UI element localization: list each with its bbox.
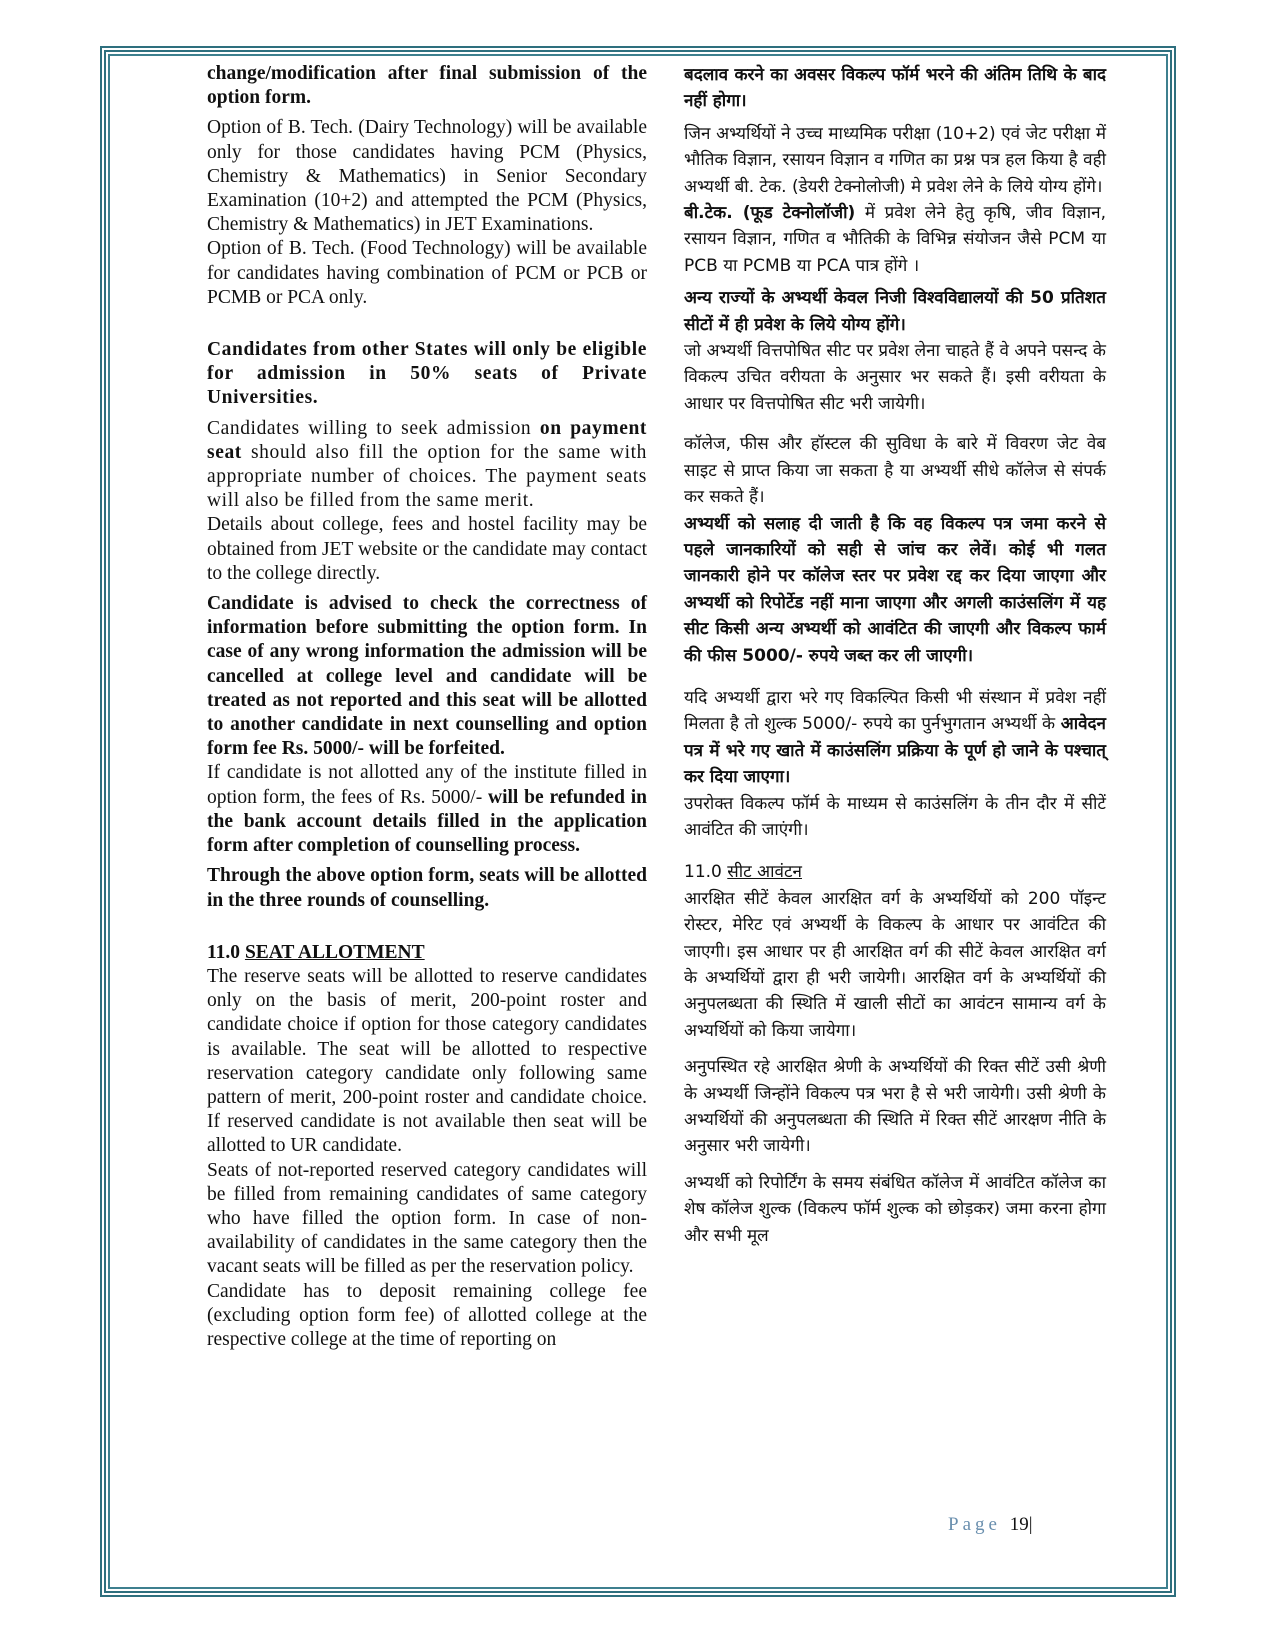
en-reserve-seats-para: The reserve seats will be allotted to reserve candidates only on the basis of merit, 200-point roster and candidate choice if option for those category candidates is available. The seat will be allotted to respective reservation category candidate only following same pattern of merit, 200-point roster and candidate choice. If reserved candidate is not available then seat will be allotted to UR candidate. xyxy=(207,965,647,1157)
hi-refund-bold: आवेदन पत्र में भरे गए खाते में काउंसलिंग प्रक्रिया के पूर्ण हो जाने के पश्चात् कर दिया जाएगा। xyxy=(684,714,1106,788)
en-payment-seat-para xyxy=(207,417,647,514)
en-dairy-tech-option: Option of B. Tech. (Dairy Technology) will be available only for those candidates having PCM (Physics, Chemistry & Mathematics) in Senior Secondary Examination (10+2) and attempted the PCM (Physics, Chemistry & Mathematics) in JET Examinations. xyxy=(207,117,647,236)
hi-deposit-fee-para: अभ्यर्थी को रिपोर्टिंग के समय संबंधित कॉलेज में आवंटित कॉलेज का शेष कॉलेज शुल्क (विकल्प फॉर्म शुल्क को छोड़कर) जमा करना होगा और सभी मूल xyxy=(684,1172,1106,1246)
en-correctness-warning: Candidate is advised to check the correctness of information before submitting the option form. In case of any wrong information the admission will be cancelled at college level and candidate will be treated as not reported and this seat will be allotted to another candidate in next counselling and option form fee Rs. 5000/- will be forfeited. xyxy=(207,593,647,760)
hi-section-heading xyxy=(684,859,1106,885)
en-option-change-note: change/modification after final submission of the option form. xyxy=(207,63,647,109)
en-payment-seat-bold: on payment seat xyxy=(207,417,647,463)
en-refund-bold: will be refunded in the bank account details filled in the application form after completion of counselling process. xyxy=(207,786,647,857)
hi-refund-para xyxy=(684,685,1106,791)
en-section-title: SEAT ALLOTMENT xyxy=(244,941,425,963)
hi-option-change-note: बदलाव करने का अवसर विकल्प फॉर्म भरने की अंतिम तिथि के बाद नहीं होगा। xyxy=(684,65,1106,112)
en-payment-seat-lead: Candidates willing to seek admission xyxy=(207,417,540,439)
en-food-tech-option: Option of B. Tech. (Food Technology) will be available for candidates having combination of PCM or PCB or PCMB or PCA only. xyxy=(207,238,647,308)
hi-correctness-warning: अभ्यर्थी को सलाह दी जाती है कि वह विकल्प पत्र जमा करने से पहले जानकारियों को सही से जांच कर लेवें। कोई भी गलत जानकारी होने पर कॉलेज स्तर पर प्रवेश रद्द कर दिया जाएगा और अभ्यर्थी को रिपोर्टेड नहीं माना जाएगा और अगली काउंसलिंग में यह सीट किसी अन्य अभ्यर्थी को आवंटित की जाएगी और विकल्प फार्म की फीस 5000/- रुपये जब्त कर ली जाएगी। xyxy=(684,513,1106,666)
english-column xyxy=(207,62,647,1358)
hi-reserve-seats-para: आरक्षित सीटें केवल आरक्षित वर्ग के अभ्यर्थियों को 200 पॉइन्ट रोस्टर, मेरिट एवं अभ्यर्थी के विकल्प के आधार पर आवंटित की जाएगी। इस आधार पर ही आरक्षित वर्ग की सीटें केवल आरक्षित वर्ग के अभ्यर्थियों द्वारा ही भरी जायेगी। आरक्षित वर्ग के अभ्यर्थियों की अनुपलब्धता की स्थिति में खाली सीटों का आवंटन सामान्य वर्ग के अभ्यर्थियों को किया जायेगा। xyxy=(684,888,1106,1041)
hi-other-states-note: अन्य राज्यों के अभ्यर्थी केवल निजी विश्वविद्यालयों की 50 प्रतिशत सीटों में ही प्रवेश के लिये योग्य होंगे। xyxy=(684,288,1106,335)
en-payment-seat-rest: should also fill the option for the same with appropriate number of choices. The payment seats will also be filled from the same merit. xyxy=(207,441,647,512)
en-section-heading xyxy=(207,941,647,965)
en-three-rounds-note: Through the above option form, seats will be allotted in the three rounds of counselling. xyxy=(207,865,647,911)
hi-dairy-tech-option: जिन अभ्यर्थियों ने उच्च माध्यमिक परीक्षा (10+2) एवं जेट परीक्षा में भौतिक विज्ञान, रसायन विज्ञान व गणित का प्रश्न पत्र हल किया है वही अभ्यर्थी बी. टेक. (डेयरी टेक्नोलोजी) मे प्रवेश लेने के लिये योग्य होंगे। xyxy=(684,123,1106,197)
hi-food-tech-option xyxy=(684,200,1106,279)
page-label: Page xyxy=(948,1514,1001,1535)
hi-section-title: सीट आवंटन xyxy=(727,862,802,883)
hi-refund-lead: यदि अभ्यर्थी द्वारा भरे गए विकल्पित किसी भी संस्थान में प्रवेश नहीं मिलता है तो शुल्क 5000/- रुपये का पुर्नभुगतान अभ्यर्थी के xyxy=(684,687,1106,735)
en-refund-lead: If candidate is not allotted any of the institute filled in option form, the fees of Rs. 5000/- xyxy=(207,762,647,808)
page-number xyxy=(948,1514,1033,1536)
en-college-details: Details about college, fees and hostel facility may be obtained from JET website or the candidate may contact to the college directly. xyxy=(207,514,647,584)
en-section-number: 11.0 xyxy=(207,941,245,963)
hi-three-rounds-note: उपरोक्त विकल्प फॉर्म के माध्यम से काउंसलिंग के तीन दौर में सीटें आवंटित की जाएंगी। xyxy=(684,793,1106,840)
en-not-reported-para: Seats of not-reported reserved category candidates will be filled from remaining candidates of same category who have filled the option form. In case of non-availability of candidates in the same category then the vacant seats will be filled as per the reservation policy. xyxy=(207,1159,647,1278)
hi-not-reported-para: अनुपस्थित रहे आरक्षित श्रेणी के अभ्यर्थियों की रिक्त सीटें उसी श्रेणी के अभ्यर्थी जिन्होंने विकल्प पत्र भरा है से भरी जायेगी। उसी श्रेणी के अभ्यर्थियों की अनुपलब्धता की स्थिति में रिक्त सीटें आरक्षण नीति के अनुसार भरी जायेगी। xyxy=(684,1057,1106,1157)
hi-food-tech-rest: में प्रवेश लेने हेतु कृषि, जीव विज्ञान, रसायन विज्ञान, गणित व भौतिकी के विभिन्न संयोजन जैसे PCM या PCB या PCMB या PCA पात्र होंगे । xyxy=(684,203,1106,276)
hi-food-tech-bold: बी.टेक. (फूड टेक्नोलॉजी) xyxy=(684,203,856,224)
en-refund-para xyxy=(207,761,647,858)
hi-payment-seat-para: जो अभ्यर्थी वित्तपोषित सीट पर प्रवेश लेना चाहते हैं वे अपने पसन्द के विकल्प उचित वरीयता के अनुसार भर सकते हैं। इसी वरीयता के आधार पर वित्तपोषित सीट भरी जायेगी। xyxy=(684,341,1106,414)
hi-college-details: कॉलेज, फीस और हॉस्टल की सुविधा के बारे में विवरण जेट वेब साइट से प्राप्त किया जा सकता है या अभ्यर्थी सीधे कॉलेज से संपर्क कर सकते हैं। xyxy=(684,434,1106,508)
en-deposit-fee-para: Candidate has to deposit remaining college fee (excluding option form fee) of allotted college at the respective college at the time of reporting on xyxy=(207,1280,647,1350)
page-number-value: 19| xyxy=(1009,1514,1033,1535)
en-other-states-note: Candidates from other States will only be eligible for admission in 50% seats of Private Universities. xyxy=(207,339,647,409)
hindi-column xyxy=(684,62,1106,1255)
hi-section-number: 11.0 xyxy=(684,862,728,883)
